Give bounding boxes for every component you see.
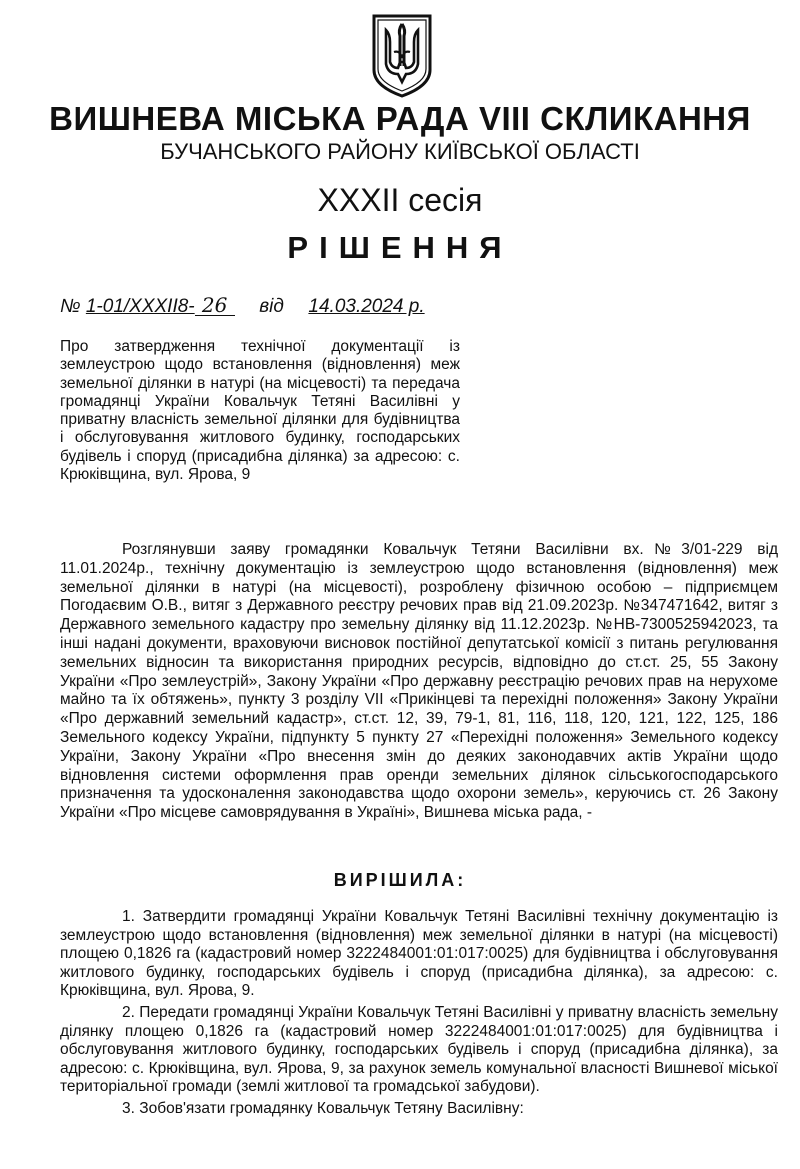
session-title: XXXII сесія bbox=[317, 182, 483, 218]
decision-item: 2. Передати громадянці України Ковальчук Тетяні Василівні у приватну власність земельну ділянку площею 0,1826 га (кадастровий номер 3222484001:01:017:0025) для будівництва і обслуговування житлового будинку, господарських будівель і споруд (присадибна ділянка), за адресою: с. Крюківщина, вул. Ярова, 9, за рахунок земель комунальної власності Вишневої міської територіальної громади (землі житлової та громадської забудови). bbox=[60, 1003, 778, 1096]
preamble-paragraph: Розглянувши заяву громадянки Ковальчук Тетяни Василівни вх.№3/01-229 від 11.01.2024р., технічну документацію із землеустрою щодо встановлення (відновлення) меж земельної ділянки в натурі (на місцевості), розроблену фізичною особою – підприємцем Погодаєвим О.В., витяг з Державного реєстру речових прав від 21.09.2023р. №347471642, витяг з Державного земельного кадастру про земельну ділянку від 11.12.2023р. №НВ-7300525942023, та інші надані документи, враховуючи висновок постійної депутатської комісії з питань регулювання земельних відносин та використання природних ресурсів, відповідно до ст.ст. 25, 55 Закону України «Про землеустрій», Закону України «Про державну реєстрацію речових прав на нерухоме майно та їх обтяжень», пункту 3 розділу VII «Прикінцеві та перехідні положення» Закону України «Про державний земельний кадастр», ст.ст. 12, 39, 79-1, 81, 116, 118, 120, 121, 122, 125, 186 Земельного кодексу України, підпункту 5 пункту 27 «Перехідні положення» Земельного кодексу України, Закону України «Про внесення змін до деяких законодавчих актів України щодо відновлення системи оформлення прав оренди земельних ділянок сільськогосподарського призначення та удосконалення законодавства щодо охорони земель», керуючись ст. 26 Закону України «Про місцеве самоврядування в Україні», Вишнева міська рада, - bbox=[60, 541, 778, 822]
decree-number-handwritten: 26 bbox=[195, 295, 235, 316]
decree-date: 14.03.2024 р. bbox=[308, 296, 425, 317]
decree-number: 1-01/XXXII8- bbox=[85, 296, 195, 317]
decision-items bbox=[60, 908, 778, 1122]
number-sign: № bbox=[60, 296, 81, 317]
decision-item: 1. Затвердити громадянці України Ковальчук Тетяні Василівні технічну документацію із землеустрою щодо встановлення (відновлення) меж земельної ділянки в натурі (на місцевості) площею 0,1826 га (кадастровий номер 3222484001:01:017:0025) для будівництва і обслуговування житлового будинку, господарських будівель і споруд (присадибна ділянка), за адресою: с. Крюківщина, вул. Ярова, 9. bbox=[60, 908, 778, 1000]
trident-coat-of-arms-icon bbox=[370, 12, 434, 100]
resolved-heading: ВИРІШИЛА: bbox=[333, 870, 467, 890]
decision-item: 3. Зобов'язати громадянку Ковальчук Тетяну Василівну: bbox=[122, 1099, 524, 1117]
district-name: БУЧАНСЬКОГО РАЙОНУ КИЇВСЬКОЇ ОБЛАСТІ bbox=[160, 139, 640, 164]
preamble bbox=[60, 541, 778, 823]
document-type: РІШЕННЯ bbox=[287, 230, 513, 265]
decision-subject: Про затвердження технічної документації із землеустрою щодо встановлення (відновлення) меж земельної ділянки в натурі (на місцевості) та передача громадянці України Ковальчук Тетяні Василівні у приватну власність земельної ділянки для будівництва і обслуговування житлового будинку, господарських будівель і споруд (присадибна ділянка) за адресою: с. Крюківщина, вул. Ярова, 9 bbox=[60, 338, 460, 484]
council-name: ВИШНЕВА МІСЬКА РАДА VIII СКЛИКАННЯ bbox=[49, 100, 751, 137]
decree-number-line bbox=[60, 295, 425, 318]
date-label: від bbox=[259, 296, 284, 317]
